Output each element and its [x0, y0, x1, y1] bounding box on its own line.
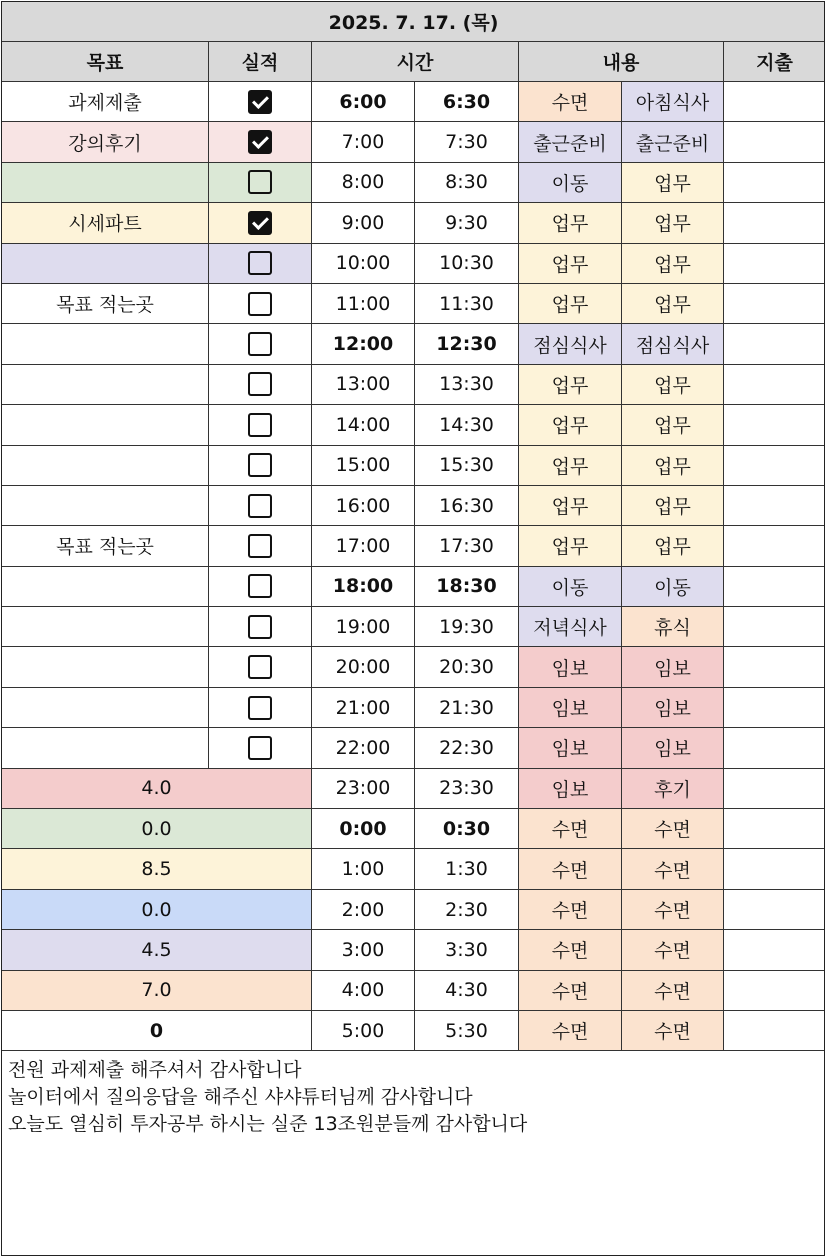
done-cell[interactable] — [209, 405, 312, 445]
content-cell[interactable]: 수면 — [519, 849, 622, 889]
time-start-cell: 7:00 — [312, 122, 415, 162]
done-cell[interactable] — [209, 526, 312, 566]
schedule-row — [2, 405, 826, 445]
goal-cell[interactable] — [2, 445, 209, 485]
done-checkbox[interactable] — [248, 211, 272, 235]
time-half-cell: 5:30 — [415, 1010, 519, 1050]
done-checkbox[interactable] — [248, 534, 272, 558]
done-checkbox[interactable] — [248, 494, 272, 518]
content-cell[interactable]: 수면 — [622, 970, 724, 1010]
time-half-cell: 0:30 — [415, 809, 519, 849]
expense-cell[interactable] — [724, 970, 826, 1010]
content-cell[interactable]: 업무 — [519, 485, 622, 525]
content-cell[interactable]: 업무 — [519, 526, 622, 566]
expense-cell[interactable] — [724, 647, 826, 687]
goal-cell[interactable] — [2, 728, 209, 768]
content-cell[interactable]: 임보 — [622, 687, 724, 727]
expense-cell[interactable] — [724, 324, 826, 364]
content-cell[interactable]: 임보 — [519, 647, 622, 687]
schedule-row — [2, 445, 826, 485]
schedule-row — [2, 283, 826, 323]
done-header: 실적 — [209, 42, 312, 82]
done-cell[interactable] — [209, 243, 312, 283]
schedule-row — [2, 566, 826, 606]
expense-cell[interactable] — [724, 687, 826, 727]
time-half-cell: 4:30 — [415, 970, 519, 1010]
time-start-cell: 21:00 — [312, 687, 415, 727]
content-cell[interactable]: 업무 — [519, 203, 622, 243]
expense-cell[interactable] — [724, 122, 826, 162]
content-cell[interactable]: 이동 — [519, 566, 622, 606]
note-line: 놀이터에서 질의응답을 해주신 샤샤튜터님께 감사합니다 — [8, 1086, 473, 1108]
done-cell[interactable] — [209, 82, 312, 122]
content-cell[interactable]: 수면 — [622, 930, 724, 970]
content-cell[interactable]: 출근준비 — [622, 122, 724, 162]
schedule-row — [2, 809, 826, 849]
content-cell[interactable]: 업무 — [622, 485, 724, 525]
expense-cell[interactable] — [724, 162, 826, 202]
time-half-cell: 20:30 — [415, 647, 519, 687]
goal-cell[interactable] — [2, 566, 209, 606]
done-cell[interactable] — [209, 122, 312, 162]
goal-cell[interactable]: 과제제출 — [2, 82, 209, 122]
done-checkbox[interactable] — [248, 251, 272, 275]
time-start-cell: 13:00 — [312, 364, 415, 404]
content-cell[interactable]: 수면 — [622, 809, 724, 849]
expense-cell[interactable] — [724, 889, 826, 929]
schedule-row — [2, 324, 826, 364]
summary-cell[interactable]: 4.0 — [2, 768, 312, 808]
schedule-row — [2, 364, 826, 404]
time-half-cell: 10:30 — [415, 243, 519, 283]
content-cell[interactable]: 임보 — [519, 728, 622, 768]
time-start-cell: 10:00 — [312, 243, 415, 283]
schedule-row — [2, 889, 826, 929]
content-cell[interactable]: 이동 — [519, 162, 622, 202]
done-checkbox[interactable] — [248, 655, 272, 679]
goal-cell[interactable]: 목표 적는곳 — [2, 283, 209, 323]
content-cell[interactable]: 휴식 — [622, 607, 724, 647]
goal-header: 목표 — [2, 42, 209, 82]
time-half-cell: 13:30 — [415, 364, 519, 404]
goal-cell[interactable]: 목표 적는곳 — [2, 526, 209, 566]
goal-cell[interactable]: 강의후기 — [2, 122, 209, 162]
time-start-cell: 14:00 — [312, 405, 415, 445]
content-header: 내용 — [519, 42, 724, 82]
content-cell[interactable]: 임보 — [519, 687, 622, 727]
time-start-cell: 18:00 — [312, 566, 415, 606]
content-cell[interactable]: 업무 — [519, 405, 622, 445]
time-half-cell: 11:30 — [415, 283, 519, 323]
time-half-cell: 14:30 — [415, 405, 519, 445]
time-start-cell: 22:00 — [312, 728, 415, 768]
time-start-cell: 11:00 — [312, 283, 415, 323]
content-cell[interactable]: 업무 — [622, 203, 724, 243]
time-start-cell: 1:00 — [312, 849, 415, 889]
goal-cell[interactable] — [2, 162, 209, 202]
done-checkbox[interactable] — [248, 170, 272, 194]
schedule-row — [2, 970, 826, 1010]
content-cell[interactable]: 업무 — [519, 283, 622, 323]
expense-cell[interactable] — [724, 1010, 826, 1050]
content-cell[interactable]: 업무 — [622, 405, 724, 445]
schedule-row — [2, 768, 826, 808]
expense-cell[interactable] — [724, 768, 826, 808]
content-cell[interactable]: 점심식사 — [519, 324, 622, 364]
done-checkbox[interactable] — [248, 736, 272, 760]
content-cell[interactable]: 점심식사 — [622, 324, 724, 364]
schedule-row — [2, 485, 826, 525]
goal-cell[interactable] — [2, 364, 209, 404]
content-cell[interactable]: 수면 — [519, 1010, 622, 1050]
time-half-cell: 2:30 — [415, 889, 519, 929]
goal-cell[interactable] — [2, 647, 209, 687]
expense-cell[interactable] — [724, 809, 826, 849]
schedule-row — [2, 647, 826, 687]
content-cell[interactable]: 후기 — [622, 768, 724, 808]
schedule-row — [2, 122, 826, 162]
content-cell[interactable]: 출근준비 — [519, 122, 622, 162]
expense-cell[interactable] — [724, 82, 826, 122]
time-half-cell: 9:30 — [415, 203, 519, 243]
summary-cell[interactable]: 7.0 — [2, 970, 312, 1010]
content-cell[interactable]: 아침식사 — [622, 82, 724, 122]
content-cell[interactable]: 업무 — [519, 364, 622, 404]
time-start-cell: 12:00 — [312, 324, 415, 364]
schedule-row — [2, 930, 826, 970]
content-cell[interactable]: 수면 — [519, 82, 622, 122]
goal-cell[interactable] — [2, 405, 209, 445]
goal-cell[interactable]: 시세파트 — [2, 203, 209, 243]
done-checkbox[interactable] — [248, 90, 272, 114]
goal-cell[interactable] — [2, 324, 209, 364]
content-cell[interactable]: 임보 — [519, 768, 622, 808]
schedule-row — [2, 162, 826, 202]
done-checkbox[interactable] — [248, 574, 272, 598]
done-cell[interactable] — [209, 283, 312, 323]
done-cell[interactable] — [209, 162, 312, 202]
time-start-cell: 23:00 — [312, 768, 415, 808]
content-cell[interactable]: 수면 — [622, 889, 724, 929]
time-start-cell: 15:00 — [312, 445, 415, 485]
expense-cell[interactable] — [724, 566, 826, 606]
time-half-cell: 6:30 — [415, 82, 519, 122]
done-checkbox[interactable] — [248, 413, 272, 437]
content-cell[interactable]: 수면 — [519, 930, 622, 970]
expense-cell[interactable] — [724, 526, 826, 566]
done-checkbox[interactable] — [248, 372, 272, 396]
time-start-cell: 17:00 — [312, 526, 415, 566]
summary-cell[interactable]: 8.5 — [2, 849, 312, 889]
date-title: 2025. 7. 17. (목) — [2, 2, 826, 42]
schedule-row — [2, 82, 826, 122]
done-checkbox[interactable] — [248, 130, 272, 154]
time-start-cell: 3:00 — [312, 930, 415, 970]
notes-area[interactable] — [2, 1053, 824, 1142]
done-checkbox[interactable] — [248, 453, 272, 477]
schedule-row — [2, 203, 826, 243]
content-cell[interactable]: 업무 — [622, 526, 724, 566]
time-half-cell: 22:30 — [415, 728, 519, 768]
expense-cell[interactable] — [724, 930, 826, 970]
time-start-cell: 6:00 — [312, 82, 415, 122]
expense-cell[interactable] — [724, 405, 826, 445]
goal-cell[interactable] — [2, 485, 209, 525]
content-cell[interactable]: 업무 — [622, 243, 724, 283]
expense-cell[interactable] — [724, 445, 826, 485]
done-cell[interactable] — [209, 364, 312, 404]
done-cell[interactable] — [209, 445, 312, 485]
note-line: 오늘도 열심히 투자공부 하시는 실준 13조원분들께 감사합니다 — [8, 1113, 528, 1135]
content-cell[interactable]: 임보 — [622, 728, 724, 768]
time-half-cell: 12:30 — [415, 324, 519, 364]
content-cell[interactable]: 수면 — [519, 809, 622, 849]
schedule-row — [2, 526, 826, 566]
note-line: 전원 과제제출 해주셔서 감사합니다 — [8, 1059, 302, 1081]
time-half-cell: 19:30 — [415, 607, 519, 647]
time-half-cell: 21:30 — [415, 687, 519, 727]
time-start-cell: 16:00 — [312, 485, 415, 525]
time-start-cell: 20:00 — [312, 647, 415, 687]
goal-cell[interactable] — [2, 687, 209, 727]
schedule-row — [2, 243, 826, 283]
expense-cell[interactable] — [724, 728, 826, 768]
content-cell[interactable]: 이동 — [622, 566, 724, 606]
content-cell[interactable]: 업무 — [622, 283, 724, 323]
done-cell[interactable] — [209, 324, 312, 364]
summary-cell[interactable]: 0.0 — [2, 889, 312, 929]
expense-cell[interactable] — [724, 203, 826, 243]
content-cell[interactable]: 업무 — [622, 364, 724, 404]
goal-cell[interactable] — [2, 243, 209, 283]
summary-cell[interactable]: 0 — [2, 1010, 312, 1050]
time-header: 시간 — [312, 42, 519, 82]
time-start-cell: 2:00 — [312, 889, 415, 929]
content-cell[interactable]: 저녁식사 — [519, 607, 622, 647]
time-start-cell: 19:00 — [312, 607, 415, 647]
time-start-cell: 0:00 — [312, 809, 415, 849]
done-checkbox[interactable] — [248, 615, 272, 639]
expense-header: 지출 — [724, 42, 826, 82]
schedule-row — [2, 849, 826, 889]
time-half-cell: 16:30 — [415, 485, 519, 525]
done-cell[interactable] — [209, 687, 312, 727]
expense-cell[interactable] — [724, 283, 826, 323]
done-cell[interactable] — [209, 728, 312, 768]
done-cell[interactable] — [209, 203, 312, 243]
schedule-row — [2, 728, 826, 768]
expense-cell[interactable] — [724, 485, 826, 525]
content-cell[interactable]: 수면 — [519, 970, 622, 1010]
summary-cell[interactable]: 4.5 — [2, 930, 312, 970]
content-cell[interactable]: 업무 — [622, 445, 724, 485]
time-half-cell: 1:30 — [415, 849, 519, 889]
content-cell[interactable]: 수면 — [622, 1010, 724, 1050]
done-checkbox[interactable] — [248, 332, 272, 356]
expense-cell[interactable] — [724, 607, 826, 647]
done-checkbox[interactable] — [248, 696, 272, 720]
schedule-row — [2, 687, 826, 727]
time-half-cell: 7:30 — [415, 122, 519, 162]
done-cell[interactable] — [209, 566, 312, 606]
time-start-cell: 8:00 — [312, 162, 415, 202]
content-cell[interactable]: 임보 — [622, 647, 724, 687]
time-start-cell: 4:00 — [312, 970, 415, 1010]
time-half-cell: 17:30 — [415, 526, 519, 566]
done-cell[interactable] — [209, 485, 312, 525]
expense-cell[interactable] — [724, 243, 826, 283]
time-start-cell: 5:00 — [312, 1010, 415, 1050]
summary-cell[interactable]: 0.0 — [2, 809, 312, 849]
expense-cell[interactable] — [724, 364, 826, 404]
schedule-row — [2, 1010, 826, 1050]
time-half-cell: 23:30 — [415, 768, 519, 808]
done-cell[interactable] — [209, 647, 312, 687]
content-cell[interactable]: 업무 — [519, 445, 622, 485]
time-half-cell: 18:30 — [415, 566, 519, 606]
daily-planner-sheet — [1, 1, 825, 1256]
content-cell[interactable]: 수면 — [519, 889, 622, 929]
done-checkbox[interactable] — [248, 292, 272, 316]
time-half-cell: 3:30 — [415, 930, 519, 970]
schedule-row — [2, 607, 826, 647]
content-cell[interactable]: 업무 — [622, 162, 724, 202]
time-half-cell: 15:30 — [415, 445, 519, 485]
content-cell[interactable]: 수면 — [622, 849, 724, 889]
expense-cell[interactable] — [724, 849, 826, 889]
goal-cell[interactable] — [2, 607, 209, 647]
time-start-cell: 9:00 — [312, 203, 415, 243]
content-cell[interactable]: 업무 — [519, 243, 622, 283]
done-cell[interactable] — [209, 607, 312, 647]
time-half-cell: 8:30 — [415, 162, 519, 202]
